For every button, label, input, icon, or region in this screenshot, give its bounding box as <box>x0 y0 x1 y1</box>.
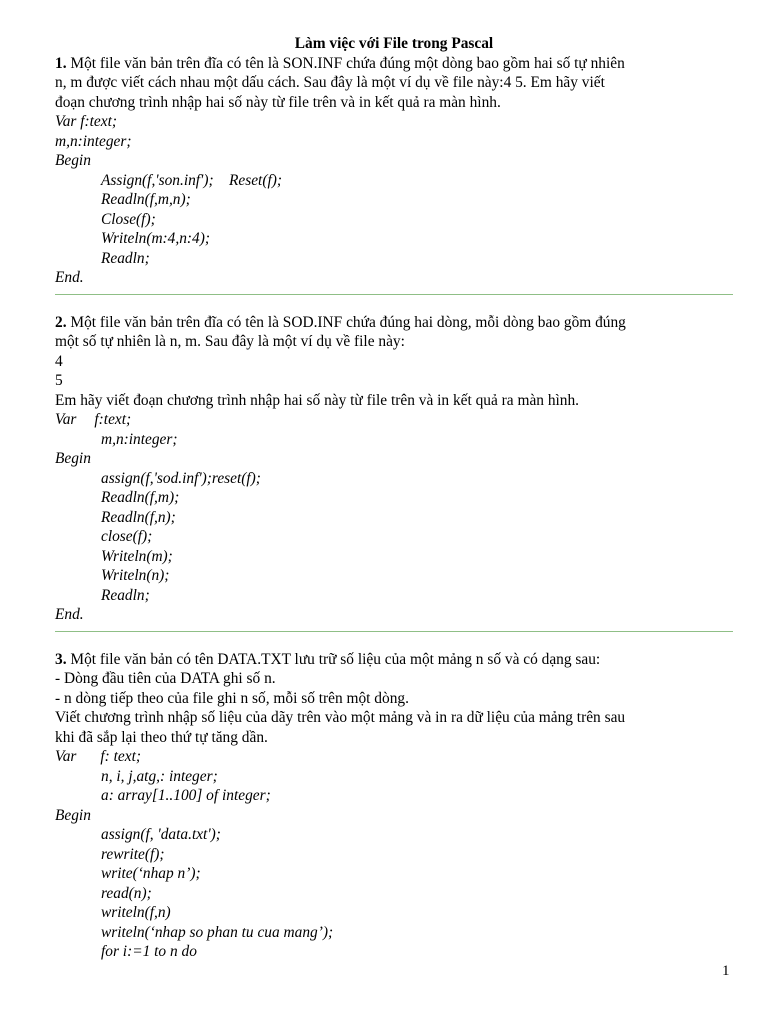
q3-code-line: writeln(f,n) <box>101 904 171 921</box>
q2-line-5: Em hãy viết đoạn chương trình nhập hai số này từ file trên và in kết quả ra màn hình. <box>55 391 580 409</box>
q1-text-1: Một file văn bản trên đĩa có tên là SON.INF chứa đúng một dòng bao gồm hai số tự nhiên <box>66 54 625 72</box>
q2-code-line: Readln(f,m); <box>101 489 180 506</box>
q3-code-line: read(n); <box>101 884 152 902</box>
q2-code-var <box>55 410 733 430</box>
q3-line-4: Viết chương trình nhập số liệu của dãy trên vào một mảng và in ra dữ liệu của mảng trên sau <box>55 709 626 726</box>
q3-text-1: Một file văn bản có tên DATA.TXT lưu trữ số liệu của một mảng n số và có dạng sau: <box>66 650 601 668</box>
q2-code-end: End. <box>55 606 84 623</box>
q1-line-2: n, m được viết cách nhau một dấu cách. Sau đây là một ví dụ về file này:4 5. Em hãy viết <box>55 74 605 91</box>
section-divider <box>55 631 733 632</box>
q2-code-decl: m,n:integer; <box>101 430 178 448</box>
question-2 <box>55 313 733 625</box>
q2-code-line: Readln(f,n); <box>101 508 176 526</box>
q2-code-line: close(f); <box>101 528 153 545</box>
q3-number: 3. <box>55 650 67 668</box>
q2-code-begin: Begin <box>55 450 91 467</box>
question-1 <box>55 54 733 288</box>
q3-code-decl: a: array[1..100] of integer; <box>101 787 271 804</box>
q1-line-1 <box>55 54 733 74</box>
q2-code-line: Readln; <box>101 586 150 604</box>
q2-line-4: 5 <box>55 372 63 389</box>
q1-code-var: Var f:text; <box>55 113 117 130</box>
q1-code-end: End. <box>55 269 84 286</box>
q2-text-1: Một file văn bản trên đĩa có tên là SOD.INF chứa đúng hai dòng, mỗi dòng bao gồm đúng <box>66 313 626 331</box>
q1-code-line: Readln(f,m,n); <box>101 191 191 208</box>
q2-code-line: Writeln(n); <box>101 567 170 584</box>
q3-code-line: writeln(‘nhap so phan tu cua mang’); <box>101 923 334 941</box>
q3-code-var <box>55 747 733 767</box>
question-3 <box>55 650 733 962</box>
page-content <box>55 34 733 962</box>
q1-line-3: đoạn chương trình nhập hai số này từ file trên và in kết quả ra màn hình. <box>55 93 501 111</box>
q1-number: 1. <box>55 54 67 72</box>
q3-code-line: for i:=1 to n do <box>101 943 197 960</box>
q2-line-3: 4 <box>55 352 63 370</box>
q3-code-decl: n, i, j,atg,: integer; <box>101 767 218 785</box>
q1-code-begin: Begin <box>55 152 91 169</box>
q2-code-line: assign(f,'sod.inf');reset(f); <box>101 469 261 487</box>
q3-line-3: - n dòng tiếp theo của file ghi n số, mỗi số trên một dòng. <box>55 689 409 707</box>
page-number: 1 <box>722 963 730 979</box>
q1-code-line: Readln; <box>101 249 150 267</box>
q2-number: 2. <box>55 313 67 331</box>
q3-line-1 <box>55 650 733 670</box>
var-keyword: Var <box>55 748 77 765</box>
var-decl: f:text; <box>94 411 132 428</box>
q1-code-line: Close(f); <box>101 210 156 228</box>
page-title: Làm việc với File trong Pascal <box>294 35 494 52</box>
q3-code-line: rewrite(f); <box>101 845 165 863</box>
q1-code-decl: m,n:integer; <box>55 132 132 150</box>
q1-code-line: Assign(f,'son.inf'); Reset(f); <box>101 171 282 189</box>
q3-code-line: assign(f, 'data.txt'); <box>101 826 221 843</box>
section-divider <box>55 294 733 295</box>
q3-line-5: khi đã sắp lại theo thứ tự tăng dần. <box>55 728 268 746</box>
q3-line-2: - Dòng đầu tiên của DATA ghi số n. <box>55 670 276 687</box>
q2-line-1 <box>55 313 733 333</box>
q3-code-begin: Begin <box>55 806 91 824</box>
q1-code-line: Writeln(m:4,n:4); <box>101 230 210 247</box>
var-decl: f: text; <box>100 748 141 765</box>
var-keyword: Var <box>55 411 77 428</box>
q2-line-2: một số tự nhiên là n, m. Sau đây là một ví dụ về file này: <box>55 333 405 350</box>
q3-code-line: write(‘nhap n’); <box>101 865 201 882</box>
q2-code-line: Writeln(m); <box>101 547 173 565</box>
